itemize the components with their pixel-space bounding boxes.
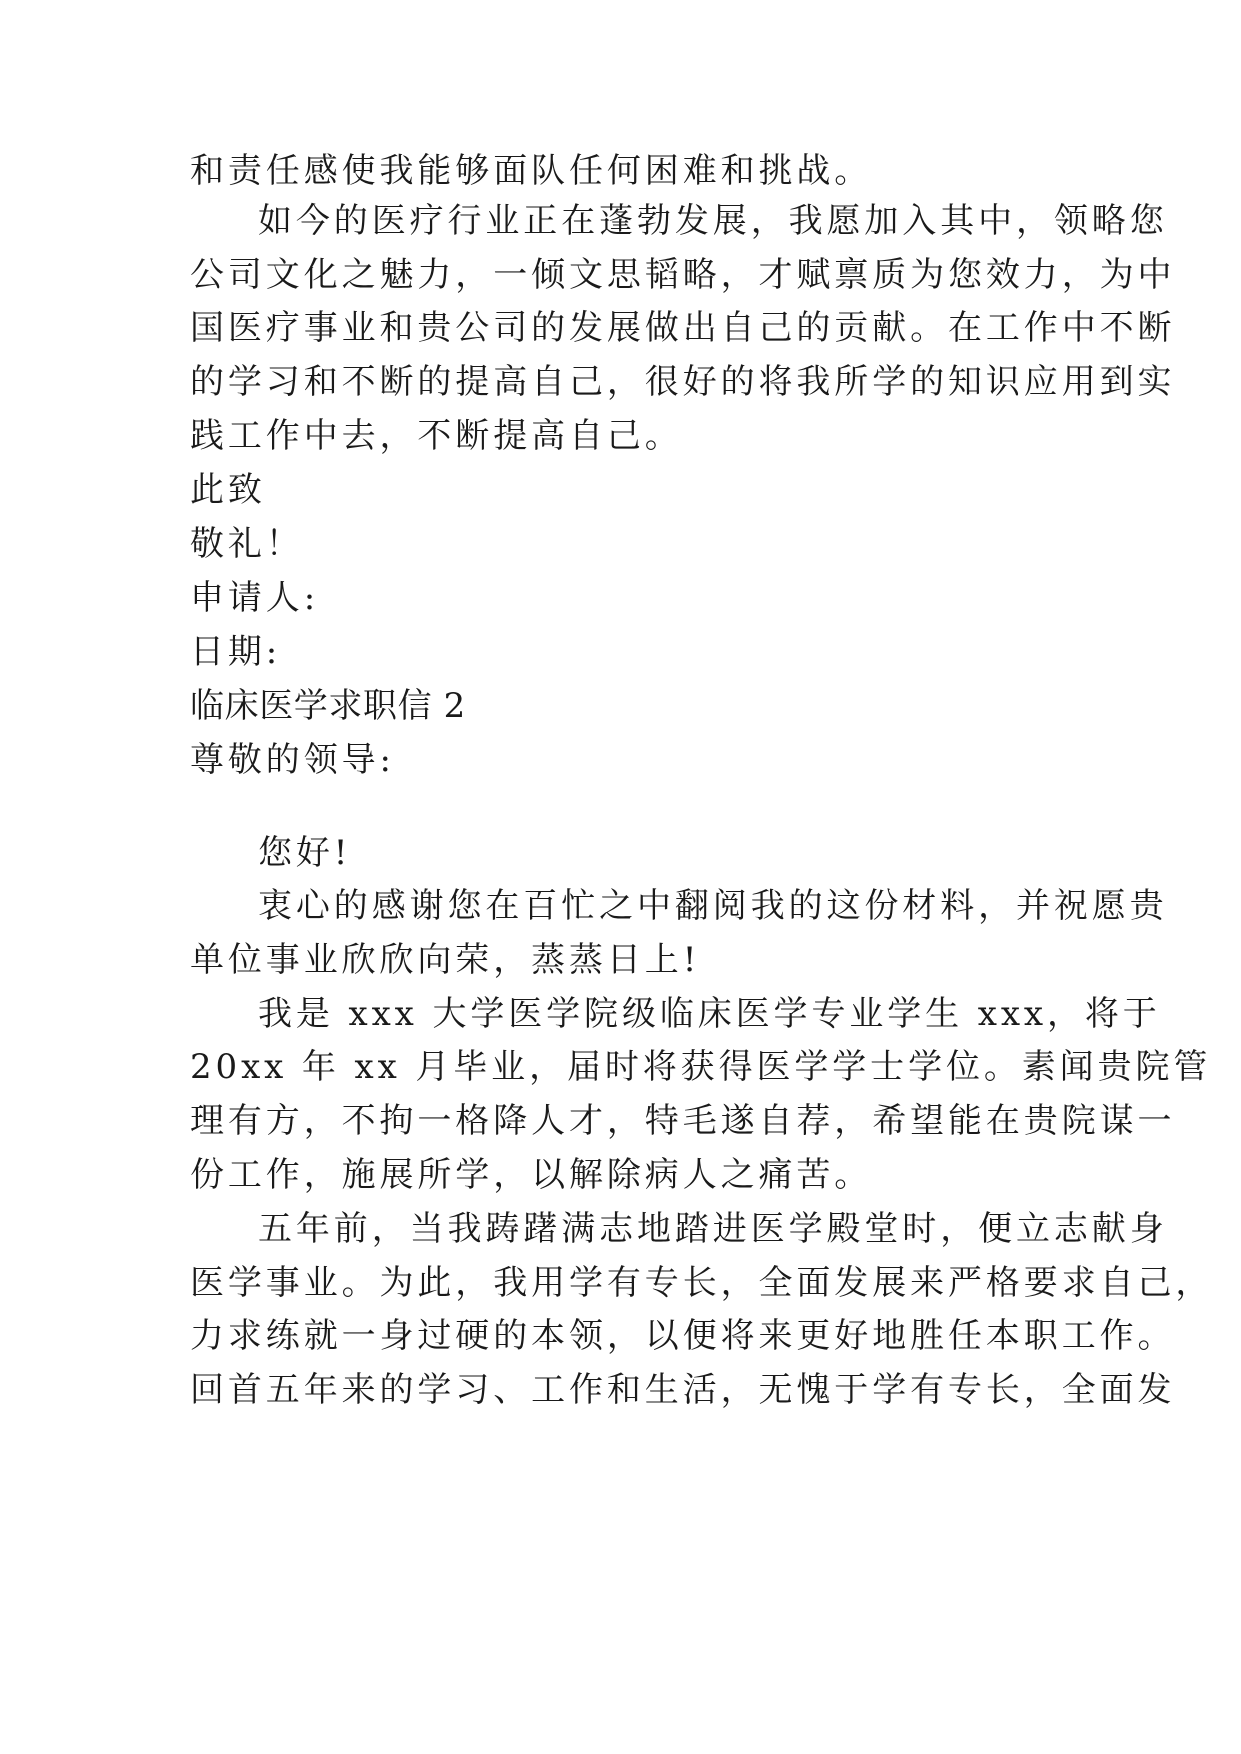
body-line: 践工作中去，不断提高自己。 (190, 416, 683, 456)
body-line: 20xx 年 xx 月毕业，届时将获得医学学士学位。素闻贵院管 (190, 1047, 1212, 1087)
body-line: 如今的医疗行业正在蓬勃发展，我愿加入其中，领略您 (258, 201, 1168, 241)
letter-title: 临床医学求职信 2 (190, 686, 466, 726)
body-line: 和责任感使我能够面队任何困难和挑战。 (190, 151, 873, 191)
body-line: 我是 xxx 大学医学院级临床医学专业学生 xxx，将于 (258, 994, 1161, 1034)
body-line: 医学事业。为此，我用学有专长，全面发展来严格要求自己， (190, 1263, 1214, 1303)
body-line: 的学习和不断的提高自己，很好的将我所学的知识应用到实 (190, 362, 1176, 402)
date-line: 日期: (190, 632, 282, 672)
closing-line: 此致 (190, 470, 266, 510)
body-line: 力求练就一身过硬的本领，以便将来更好地胜任本职工作。 (190, 1316, 1176, 1356)
recipient-greeting: 尊敬的领导: (190, 740, 395, 780)
body-line: 理有方，不拘一格降人才，特毛遂自荐，希望能在贵院谋一 (190, 1101, 1176, 1141)
hello-line: 您好! (258, 833, 352, 873)
salute-line: 敬礼！ (190, 524, 304, 564)
applicant-line: 申请人: (190, 578, 320, 618)
body-line: 回首五年来的学习、工作和生活，无愧于学有专长，全面发 (190, 1370, 1176, 1410)
body-line: 衷心的感谢您在百忙之中翻阅我的这份材料，并祝愿贵 (258, 886, 1168, 926)
body-line: 国医疗事业和贵公司的发展做出自己的贡献。在工作中不断 (190, 308, 1176, 348)
body-line: 份工作，施展所学，以解除病人之痛苦。 (190, 1155, 873, 1195)
body-line: 公司文化之魅力，一倾文思韬略，才赋禀质为您效力，为中 (190, 255, 1176, 295)
body-line: 单位事业欣欣向荣，蒸蒸日上! (190, 940, 701, 980)
body-line: 五年前，当我踌躇满志地踏进医学殿堂时，便立志献身 (258, 1209, 1168, 1249)
